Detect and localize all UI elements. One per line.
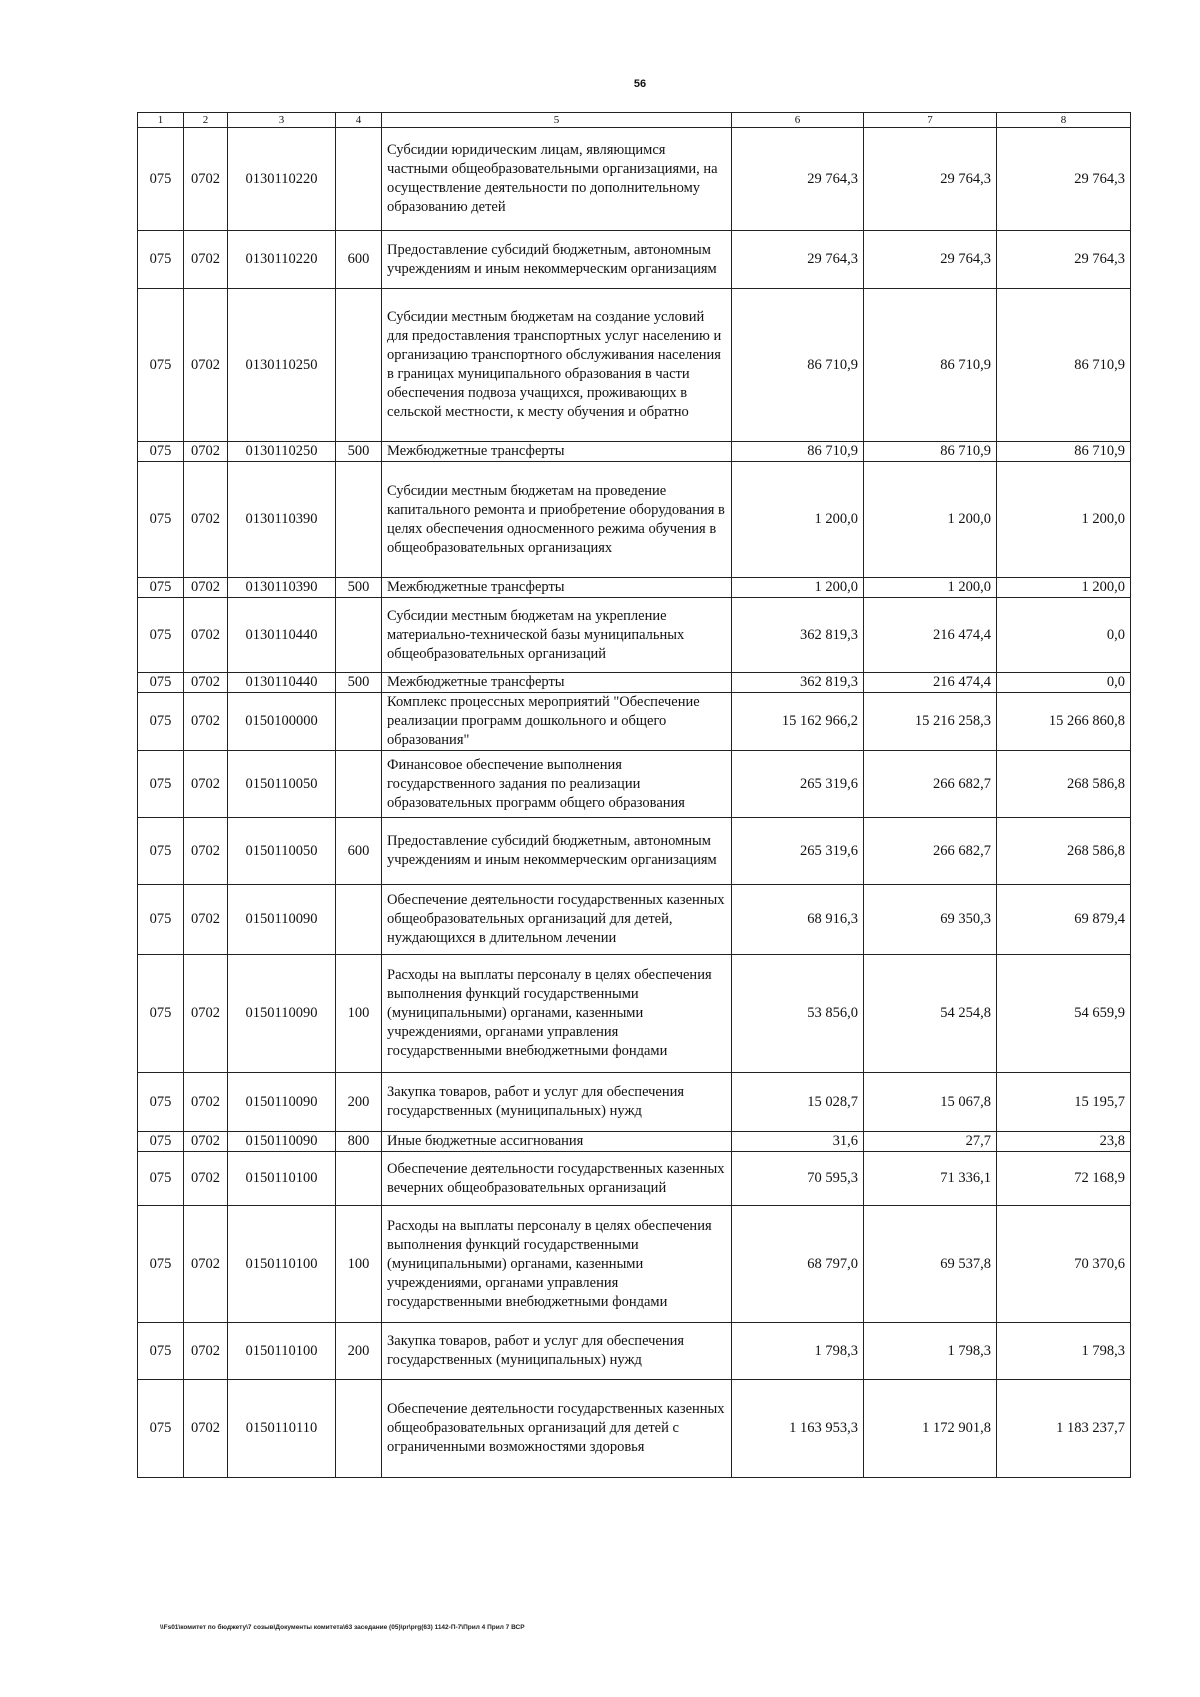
amount-col7-cell: 29 764,3 <box>864 231 997 289</box>
target-code-cell: 0130110250 <box>228 442 336 462</box>
expense-type-cell <box>336 1380 382 1478</box>
amount-col6-cell: 15 028,7 <box>732 1073 864 1132</box>
table-row <box>138 818 1131 885</box>
column-header: 1 <box>138 113 184 128</box>
target-code-cell: 0150110090 <box>228 885 336 955</box>
description-cell: Субсидии местным бюджетам на проведение капитального ремонта и приобретение оборудования в целях обеспечения односменного режима обучения в общеобразовательных организациях <box>382 462 732 578</box>
table-row <box>138 751 1131 818</box>
expense-type-cell: 800 <box>336 1132 382 1152</box>
target-code-cell: 0130110220 <box>228 231 336 289</box>
amount-col7-cell: 1 798,3 <box>864 1323 997 1380</box>
description-cell: Расходы на выплаты персоналу в целях обеспечения выполнения функций государственными (муниципальными) органами, казенными учреждениями, органами управления государственными внебюджетными фондами <box>382 1206 732 1323</box>
section-code-cell: 0702 <box>184 1380 228 1478</box>
amount-col8-cell: 54 659,9 <box>997 955 1131 1073</box>
target-code-cell: 0130110390 <box>228 462 336 578</box>
table-row <box>138 1323 1131 1380</box>
admin-code-cell: 075 <box>138 818 184 885</box>
section-code-cell: 0702 <box>184 673 228 693</box>
file-path-footer: \\Fs01\комитет по бюджету\7 созыв\Документы комитета\63 заседание (05)\pr\prg(63) 1142-П-7\Прил 4 Прил 7 ВСР <box>160 1624 525 1631</box>
target-code-cell: 0130110250 <box>228 289 336 442</box>
column-header: 3 <box>228 113 336 128</box>
amount-col6-cell: 68 797,0 <box>732 1206 864 1323</box>
amount-col6-cell: 265 319,6 <box>732 751 864 818</box>
header-row <box>138 113 1131 128</box>
admin-code-cell: 075 <box>138 885 184 955</box>
target-code-cell: 0150110090 <box>228 955 336 1073</box>
amount-col6-cell: 362 819,3 <box>732 673 864 693</box>
admin-code-cell: 075 <box>138 289 184 442</box>
amount-col6-cell: 86 710,9 <box>732 442 864 462</box>
section-code-cell: 0702 <box>184 442 228 462</box>
table-row <box>138 578 1131 598</box>
amount-col7-cell: 1 200,0 <box>864 578 997 598</box>
amount-col6-cell: 1 200,0 <box>732 578 864 598</box>
amount-col8-cell: 268 586,8 <box>997 751 1131 818</box>
target-code-cell: 0150110100 <box>228 1206 336 1323</box>
expense-type-cell <box>336 462 382 578</box>
amount-col8-cell: 1 798,3 <box>997 1323 1131 1380</box>
expense-type-cell <box>336 885 382 955</box>
amount-col7-cell: 216 474,4 <box>864 598 997 673</box>
admin-code-cell: 075 <box>138 231 184 289</box>
admin-code-cell: 075 <box>138 442 184 462</box>
target-code-cell: 0130110440 <box>228 598 336 673</box>
target-code-cell: 0150110110 <box>228 1380 336 1478</box>
description-cell: Межбюджетные трансферты <box>382 442 732 462</box>
admin-code-cell: 075 <box>138 955 184 1073</box>
column-header: 5 <box>382 113 732 128</box>
table-row <box>138 289 1131 442</box>
amount-col8-cell: 1 183 237,7 <box>997 1380 1131 1478</box>
target-code-cell: 0150110090 <box>228 1132 336 1152</box>
section-code-cell: 0702 <box>184 818 228 885</box>
amount-col7-cell: 69 350,3 <box>864 885 997 955</box>
amount-col8-cell: 0,0 <box>997 598 1131 673</box>
description-cell: Субсидии юридическим лицам, являющимся частными общеобразовательными организациями, на осуществление деятельности по дополнительному образованию детей <box>382 128 732 231</box>
column-header: 4 <box>336 113 382 128</box>
expense-type-cell <box>336 289 382 442</box>
description-cell: Предоставление субсидий бюджетным, автономным учреждениям и иным некоммерческим организациям <box>382 231 732 289</box>
section-code-cell: 0702 <box>184 462 228 578</box>
column-header: 2 <box>184 113 228 128</box>
budget-table <box>137 112 1131 1478</box>
table-row <box>138 1380 1131 1478</box>
section-code-cell: 0702 <box>184 1152 228 1206</box>
admin-code-cell: 075 <box>138 1380 184 1478</box>
description-cell: Обеспечение деятельности государственных казенных вечерних общеобразовательных организаций <box>382 1152 732 1206</box>
admin-code-cell: 075 <box>138 673 184 693</box>
section-code-cell: 0702 <box>184 885 228 955</box>
amount-col7-cell: 15 067,8 <box>864 1073 997 1132</box>
table-row <box>138 442 1131 462</box>
description-cell: Расходы на выплаты персоналу в целях обеспечения выполнения функций государственными (муниципальными) органами, казенными учреждениями, органами управления государственными внебюджетными фондами <box>382 955 732 1073</box>
description-cell: Иные бюджетные ассигнования <box>382 1132 732 1152</box>
amount-col7-cell: 86 710,9 <box>864 289 997 442</box>
amount-col7-cell: 69 537,8 <box>864 1206 997 1323</box>
expense-type-cell <box>336 751 382 818</box>
target-code-cell: 0130110390 <box>228 578 336 598</box>
table-row <box>138 1152 1131 1206</box>
amount-col6-cell: 29 764,3 <box>732 128 864 231</box>
admin-code-cell: 075 <box>138 1206 184 1323</box>
amount-col7-cell: 266 682,7 <box>864 818 997 885</box>
admin-code-cell: 075 <box>138 751 184 818</box>
amount-col6-cell: 31,6 <box>732 1132 864 1152</box>
amount-col7-cell: 15 216 258,3 <box>864 693 997 751</box>
amount-col7-cell: 266 682,7 <box>864 751 997 818</box>
column-header: 6 <box>732 113 864 128</box>
expense-type-cell <box>336 128 382 231</box>
amount-col8-cell: 29 764,3 <box>997 231 1131 289</box>
expense-type-cell: 500 <box>336 578 382 598</box>
admin-code-cell: 075 <box>138 693 184 751</box>
amount-col7-cell: 71 336,1 <box>864 1152 997 1206</box>
table-row <box>138 673 1131 693</box>
expense-type-cell <box>336 693 382 751</box>
amount-col6-cell: 1 163 953,3 <box>732 1380 864 1478</box>
table-row <box>138 1206 1131 1323</box>
amount-col8-cell: 72 168,9 <box>997 1152 1131 1206</box>
amount-col7-cell: 29 764,3 <box>864 128 997 231</box>
amount-col6-cell: 362 819,3 <box>732 598 864 673</box>
target-code-cell: 0150110050 <box>228 751 336 818</box>
admin-code-cell: 075 <box>138 1323 184 1380</box>
admin-code-cell: 075 <box>138 1152 184 1206</box>
page-number: 56 <box>633 78 647 90</box>
expense-type-cell: 200 <box>336 1323 382 1380</box>
amount-col8-cell: 1 200,0 <box>997 578 1131 598</box>
amount-col7-cell: 27,7 <box>864 1132 997 1152</box>
table-row <box>138 1073 1131 1132</box>
description-cell: Предоставление субсидий бюджетным, автономным учреждениям и иным некоммерческим организациям <box>382 818 732 885</box>
admin-code-cell: 075 <box>138 1073 184 1132</box>
amount-col8-cell: 23,8 <box>997 1132 1131 1152</box>
expense-type-cell <box>336 598 382 673</box>
target-code-cell: 0150110090 <box>228 1073 336 1132</box>
amount-col7-cell: 54 254,8 <box>864 955 997 1073</box>
amount-col7-cell: 1 200,0 <box>864 462 997 578</box>
amount-col6-cell: 265 319,6 <box>732 818 864 885</box>
amount-col6-cell: 68 916,3 <box>732 885 864 955</box>
amount-col6-cell: 29 764,3 <box>732 231 864 289</box>
column-header: 8 <box>997 113 1131 128</box>
amount-col6-cell: 15 162 966,2 <box>732 693 864 751</box>
admin-code-cell: 075 <box>138 1132 184 1152</box>
description-cell: Закупка товаров, работ и услуг для обеспечения государственных (муниципальных) нужд <box>382 1073 732 1132</box>
expense-type-cell: 600 <box>336 231 382 289</box>
section-code-cell: 0702 <box>184 1132 228 1152</box>
amount-col8-cell: 70 370,6 <box>997 1206 1131 1323</box>
section-code-cell: 0702 <box>184 1206 228 1323</box>
table-row <box>138 955 1131 1073</box>
amount-col8-cell: 268 586,8 <box>997 818 1131 885</box>
amount-col8-cell: 15 195,7 <box>997 1073 1131 1132</box>
target-code-cell: 0150100000 <box>228 693 336 751</box>
description-cell: Финансовое обеспечение выполнения государственного задания по реализации образовательных программ общего образования <box>382 751 732 818</box>
amount-col8-cell: 86 710,9 <box>997 442 1131 462</box>
table-row <box>138 1132 1131 1152</box>
amount-col6-cell: 53 856,0 <box>732 955 864 1073</box>
amount-col8-cell: 29 764,3 <box>997 128 1131 231</box>
amount-col7-cell: 216 474,4 <box>864 673 997 693</box>
amount-col6-cell: 86 710,9 <box>732 289 864 442</box>
section-code-cell: 0702 <box>184 289 228 442</box>
description-cell: Обеспечение деятельности государственных казенных общеобразовательных организаций для детей, нуждающихся в длительном лечении <box>382 885 732 955</box>
target-code-cell: 0130110220 <box>228 128 336 231</box>
section-code-cell: 0702 <box>184 1323 228 1380</box>
target-code-cell: 0130110440 <box>228 673 336 693</box>
description-cell: Субсидии местным бюджетам на укрепление материально-технической базы муниципальных общеобразовательных организаций <box>382 598 732 673</box>
target-code-cell: 0150110100 <box>228 1152 336 1206</box>
description-cell: Субсидии местным бюджетам на создание условий для предоставления транспортных услуг населению и организацию транспортного обслуживания населения в границах муниципального образования в части обеспечения подвоза учащихся, проживающих в сельской местности, к месту обучения и обратно <box>382 289 732 442</box>
admin-code-cell: 075 <box>138 598 184 673</box>
description-cell: Межбюджетные трансферты <box>382 673 732 693</box>
amount-col6-cell: 1 798,3 <box>732 1323 864 1380</box>
table-row <box>138 598 1131 673</box>
amount-col7-cell: 1 172 901,8 <box>864 1380 997 1478</box>
amount-col8-cell: 15 266 860,8 <box>997 693 1131 751</box>
table-row <box>138 885 1131 955</box>
description-cell: Межбюджетные трансферты <box>382 578 732 598</box>
expense-type-cell <box>336 1152 382 1206</box>
column-header: 7 <box>864 113 997 128</box>
admin-code-cell: 075 <box>138 578 184 598</box>
section-code-cell: 0702 <box>184 578 228 598</box>
section-code-cell: 0702 <box>184 693 228 751</box>
expense-type-cell: 500 <box>336 673 382 693</box>
table-row <box>138 128 1131 231</box>
amount-col8-cell: 69 879,4 <box>997 885 1131 955</box>
expense-type-cell: 500 <box>336 442 382 462</box>
expense-type-cell: 200 <box>336 1073 382 1132</box>
section-code-cell: 0702 <box>184 598 228 673</box>
admin-code-cell: 075 <box>138 462 184 578</box>
section-code-cell: 0702 <box>184 128 228 231</box>
section-code-cell: 0702 <box>184 955 228 1073</box>
table-row <box>138 231 1131 289</box>
expense-type-cell: 100 <box>336 1206 382 1323</box>
target-code-cell: 0150110050 <box>228 818 336 885</box>
section-code-cell: 0702 <box>184 231 228 289</box>
amount-col6-cell: 70 595,3 <box>732 1152 864 1206</box>
amount-col8-cell: 1 200,0 <box>997 462 1131 578</box>
description-cell: Обеспечение деятельности государственных казенных общеобразовательных организаций для детей с ограниченными возможностями здоровья <box>382 1380 732 1478</box>
description-cell: Закупка товаров, работ и услуг для обеспечения государственных (муниципальных) нужд <box>382 1323 732 1380</box>
amount-col6-cell: 1 200,0 <box>732 462 864 578</box>
target-code-cell: 0150110100 <box>228 1323 336 1380</box>
table-row <box>138 693 1131 751</box>
table-row <box>138 462 1131 578</box>
section-code-cell: 0702 <box>184 751 228 818</box>
amount-col8-cell: 86 710,9 <box>997 289 1131 442</box>
amount-col7-cell: 86 710,9 <box>864 442 997 462</box>
amount-col8-cell: 0,0 <box>997 673 1131 693</box>
section-code-cell: 0702 <box>184 1073 228 1132</box>
description-cell: Комплекс процессных мероприятий "Обеспечение реализации программ дошкольного и общего образования" <box>382 693 732 751</box>
expense-type-cell: 600 <box>336 818 382 885</box>
admin-code-cell: 075 <box>138 128 184 231</box>
expense-type-cell: 100 <box>336 955 382 1073</box>
